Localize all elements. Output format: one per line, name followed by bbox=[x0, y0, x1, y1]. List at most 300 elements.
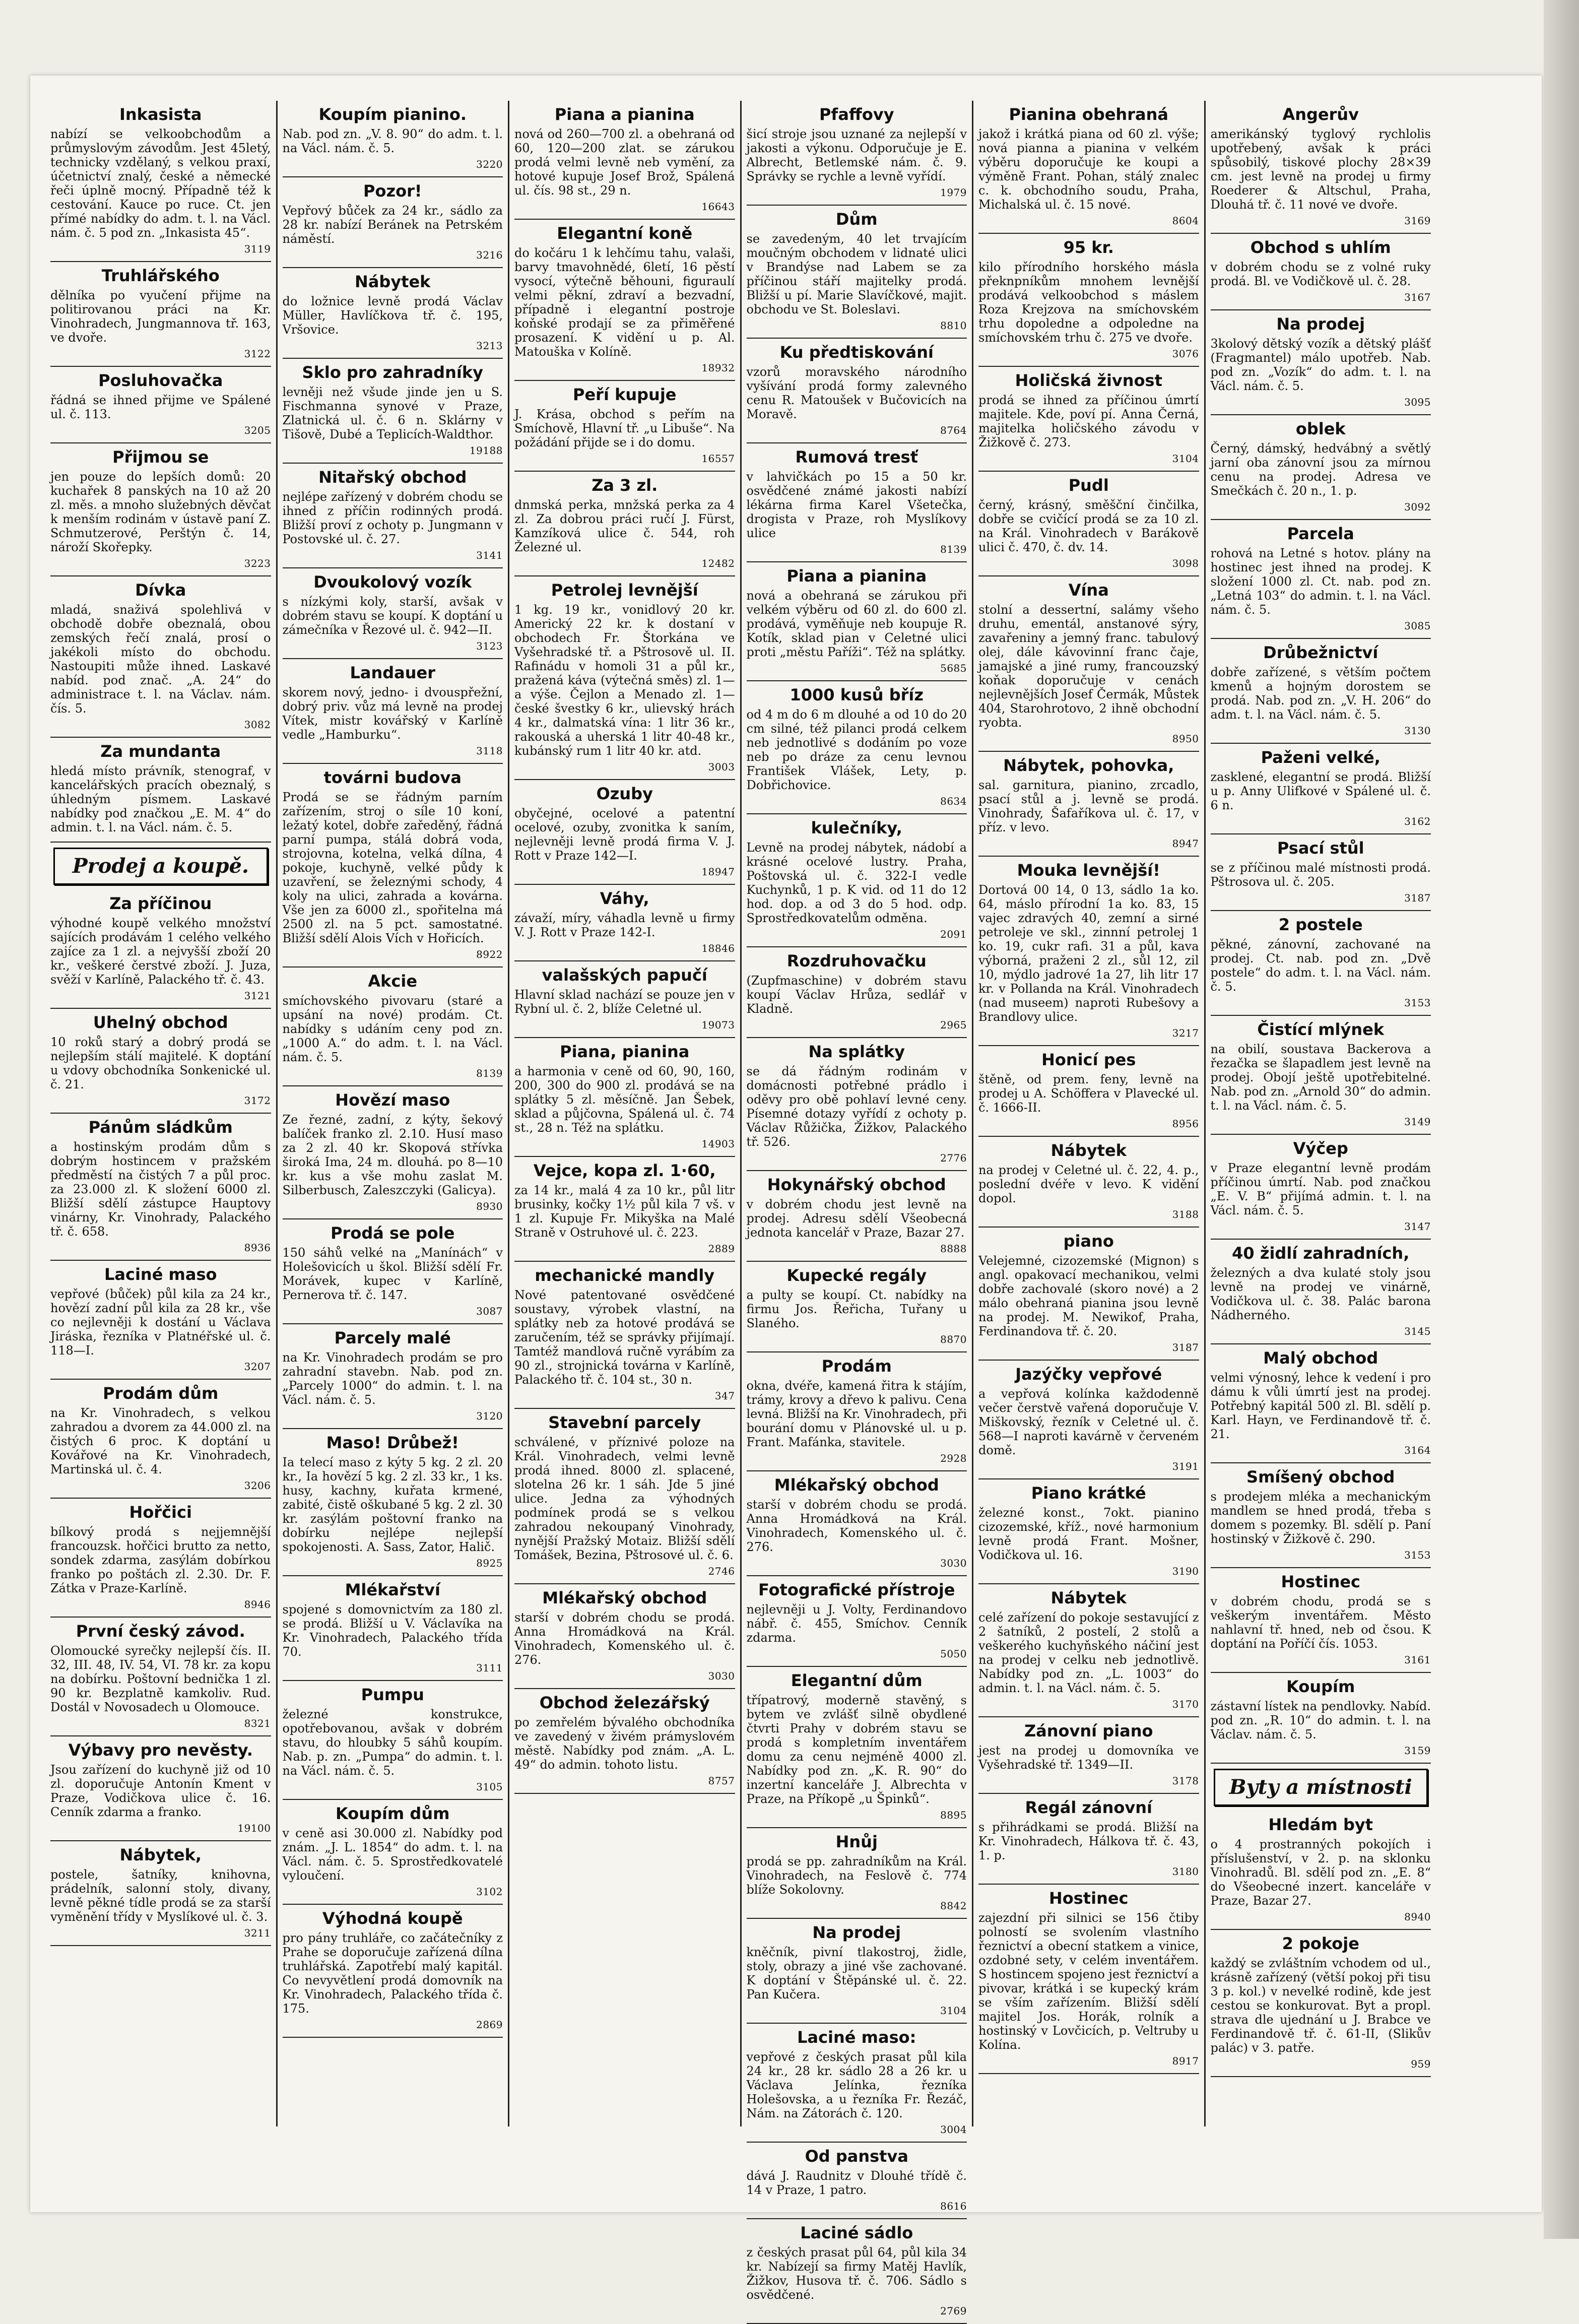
ad bbox=[514, 576, 735, 780]
ad-number: 8810 bbox=[940, 319, 967, 332]
ad-number: 3121 bbox=[244, 990, 271, 1002]
ad bbox=[1211, 1930, 1431, 2077]
ad-body: dnmská perka, mnžská perka za 4 zl. Za dobrou práci ručí J. Fürst, Kamzíková ulice č. 544, roh Železné ul. bbox=[514, 498, 735, 554]
ad-number: 3130 bbox=[1404, 725, 1431, 737]
ad-number: 8616 bbox=[940, 2200, 967, 2212]
ad-title: piano bbox=[1063, 1232, 1114, 1251]
ad-body: 3kolový dětský vozík a dětský plášť (Fragmantel) málo upotřeb. Nab. pod zn. „Vozík“ do adm. t. l. na Václ. nám. č. 5. bbox=[1210, 337, 1431, 393]
ad-number: 3082 bbox=[244, 719, 271, 731]
ad bbox=[514, 1157, 735, 1262]
ad-body: sal. garnitura, pianino, zrcadlo, psací stůl a j. levně se prodá. Vinohrady, Šafaříkova ul. č. 17, v příz. v levo. bbox=[978, 778, 1199, 834]
ad bbox=[978, 1361, 1199, 1479]
ad-number: 3122 bbox=[244, 348, 271, 360]
ad bbox=[1211, 1344, 1431, 1463]
ad-body: štěně, od prem. feny, levně na prodej u A. Schöffera v Plavecké ul. č. 1666-II. bbox=[978, 1072, 1199, 1115]
ad-body: nová a obehraná se zárukou při velkém výběru od 60 zl. do 600 zl. prodává, vyměňuje neb koupuje R. Kotík, sklad pian v Celetné ulici proti „městu Paříži“. Též na splátky. bbox=[746, 589, 967, 659]
ad-title: Maso! Drůbež! bbox=[326, 1433, 459, 1452]
column-2 bbox=[278, 101, 510, 2126]
ad-number: 8917 bbox=[1172, 2055, 1199, 2067]
ad-title: Petrolej levnější bbox=[551, 580, 698, 600]
ad bbox=[283, 1800, 503, 1905]
ad-number: 3030 bbox=[708, 1670, 735, 1682]
ad-title: Nábytek, bbox=[119, 1845, 202, 1864]
ad-title: Pfaffovy bbox=[819, 105, 894, 124]
ad-body: v lahvičkách po 15 a 50 kr. osvědčené známé jakosti nabízí lékárna firma Karel Všetečka, drogista v Praze, roh Myslíkovy ulice bbox=[746, 470, 967, 540]
ad-body: Nab. pod zn. „V. 8. 90“ do adm. t. l. na Václ. nám. č. 5. bbox=[282, 127, 503, 155]
ad-body: jakož i krátká piana od 60 zl. výše; nová pianna a pianina v velkém výběru doporučuje ke koupi a výměně Frant. Pohan, stálý znalec c. k. obchodního soudu, Praha, Michalská ul. č. 15 nové. bbox=[978, 127, 1199, 212]
ad-body: železných a dva kulaté stoly jsou levně na prodej ve vinárně, Vodičkova ul. č. 38. Palác barona Nádherného. bbox=[1210, 1266, 1431, 1322]
ad bbox=[747, 2143, 967, 2219]
ad-title: Nábytek, pohovka, bbox=[1003, 756, 1174, 775]
ad bbox=[978, 1885, 1199, 2074]
ad-number: 8842 bbox=[940, 1900, 967, 1912]
ad-title: Pumpu bbox=[361, 1685, 424, 1704]
ad-title: Sklo pro zahradníky bbox=[302, 363, 483, 382]
ad-number: 8930 bbox=[476, 1200, 503, 1212]
ad-body: Olomoucké syrečky nejlepší čís. II. 32, III. 48, IV. 54, VI. 78 kr. za kopu na dobírku. Poštovní bednička 1 zl. 90 kr. Bezplatně kamkoliv. Rud. Dostál v Novosadech u Olomouce. bbox=[50, 1644, 271, 1714]
ad-body: od 4 m do 6 m dlouhé a od 10 do 20 cm silné, též pilanci prodá celkem neb jednotlivé s dodáním po voze neb po dráze za cenu levnou František Vlášek, Lety, p. Dobřichovice. bbox=[746, 707, 967, 792]
ad bbox=[747, 1038, 967, 1171]
ad-number: 2776 bbox=[940, 1152, 967, 1164]
ad-title: Dům bbox=[835, 210, 878, 229]
ad-number: 3111 bbox=[476, 1662, 503, 1674]
ad-body: smíchovského pivovaru (staré a upsání na nové) prodám. Ct. nabídky s udáním ceny pod zn. „1000 A.“ do adm. t. l. na Václ. nám. č. 5. bbox=[282, 994, 503, 1064]
ad bbox=[747, 562, 967, 681]
ad-title: Malý obchod bbox=[1263, 1348, 1378, 1368]
ad-title: Prodá se pole bbox=[331, 1223, 455, 1243]
ad bbox=[283, 359, 503, 464]
ad bbox=[978, 1137, 1199, 1228]
ad-title: Od panstva bbox=[805, 2147, 908, 2166]
ad-title: Ozuby bbox=[596, 784, 653, 803]
ad-number: 19073 bbox=[701, 1019, 735, 1031]
ad-body: prodá se pp. zahradníkům na Král. Vinohradech, na Feslově č. 774 blíže Sokolovny. bbox=[746, 1854, 967, 1897]
ad bbox=[1211, 234, 1431, 310]
ad-body: zástavní lístek na pendlovky. Nabíd. pod zn. „R. 10“ do admin. t. l. na Václav. nám. č. 5. bbox=[1210, 1699, 1431, 1741]
ad-title: Parcela bbox=[1287, 524, 1354, 543]
ad-body: stolní a dessertní, salámy všeho druhu, ementál, anstanové sýry, zavařeniny a jemný franc. tabulový olej, dále kávovinní franc čaje, jamajské a jiné rumy, francouzský koňak doporučuje v cenách nejlevnějších Josef Čermák, Můstek 404, Starohrotovo, 2 ihně obchodní ryobta. bbox=[978, 603, 1199, 730]
ad-body: a pulty se koupí. Ct. nabídky na firmu Jos. Řeřicha, Tuřany u Slaného. bbox=[746, 1288, 967, 1330]
ad-number: 3167 bbox=[1404, 291, 1431, 303]
column-6 bbox=[1206, 101, 1436, 2126]
ad-title: Na prodej bbox=[812, 1923, 901, 1942]
ad bbox=[50, 443, 271, 576]
ad-title: Kupecké regály bbox=[786, 1266, 927, 1285]
ad-title: Hokynářský obchod bbox=[767, 1175, 946, 1194]
ad-title: Hořčici bbox=[129, 1503, 192, 1522]
ad bbox=[50, 738, 271, 843]
ad-body: s nízkými koly, starší, avšak v dobrém stavu se koupí. K doptání u zámečníka v Řezové ul. č. 942—II. bbox=[282, 595, 503, 637]
ad-number: 3104 bbox=[940, 2005, 967, 2017]
ad bbox=[1211, 310, 1431, 415]
ad bbox=[1211, 101, 1431, 234]
ad bbox=[283, 464, 503, 568]
ad-number: 2869 bbox=[476, 2019, 503, 2031]
ad-number: 14903 bbox=[701, 1138, 735, 1150]
ad bbox=[978, 1794, 1199, 1885]
ad-title: Za mundanta bbox=[100, 742, 221, 761]
ad-title: Vína bbox=[1068, 580, 1109, 600]
section-heading-prodej-a-koupe: Prodej a koupě. bbox=[53, 848, 268, 885]
ad bbox=[1211, 639, 1431, 744]
page-edge bbox=[1544, 0, 1579, 2239]
ad-number: 3145 bbox=[1404, 1325, 1431, 1337]
ad-body: s přihrádkami se prodá. Bližší na Kr. Vinohradech, Hálkova tř. č. 43, 1. p. bbox=[978, 1820, 1199, 1862]
ad-number: 3178 bbox=[1172, 1775, 1199, 1787]
ad-number: 3190 bbox=[1172, 1565, 1199, 1577]
ad-body: bílkový prodá s nejjemnější francouzsk. hořčici brutto za netto, sondek zdarma, zasýlám dobírkou franko po poštách zl. 2.30. Dr. F. Zátka v Praze-Karlíně. bbox=[50, 1525, 271, 1595]
column-3 bbox=[509, 101, 742, 2126]
ad-number: 2769 bbox=[940, 2305, 967, 2317]
ad-body: na Kr. Vinohradech, s velkou zahradou a dvorem za 44.000 zl. na čistých 6 proc. K doptání u Kovářové na Kr. Vinohradech, Martinská ul. č. 4. bbox=[50, 1406, 271, 1476]
ad-number: 3105 bbox=[476, 1781, 503, 1793]
ad-number: 3102 bbox=[476, 1886, 503, 1898]
ad-title: Prodám dům bbox=[103, 1384, 219, 1403]
ad-body: Vepřový bůček za 24 kr., sádlo za 28 kr. nabízí Beránek na Petrském náměstí. bbox=[282, 204, 503, 246]
ad-title: Elegantní koně bbox=[557, 224, 693, 243]
ad bbox=[978, 1228, 1199, 1361]
ad-title: Peří kupuje bbox=[573, 385, 677, 404]
ad-number: 3003 bbox=[708, 761, 735, 773]
ad bbox=[283, 764, 503, 967]
ad-title: valašských papučí bbox=[542, 965, 707, 985]
ad bbox=[1211, 1240, 1431, 1344]
ad bbox=[514, 1689, 735, 1794]
ad-body: a hostinským prodám dům s dobrým hostincem v pražském předměstí na čistých 7 a půl proc. za 23.000 zl. K složení 6000 zl. Bližší sdělí zástupce Hauptovy vinárny, Kr. Vinohrady, Palackého tř. č. 658. bbox=[50, 1140, 271, 1239]
ad-title: Prodám bbox=[821, 1357, 892, 1376]
ad-number: 16557 bbox=[701, 453, 735, 465]
ad bbox=[978, 752, 1199, 857]
ad bbox=[283, 1219, 503, 1324]
ad-number: 3092 bbox=[1404, 501, 1431, 513]
ad bbox=[283, 101, 503, 177]
ad-number: 1979 bbox=[940, 186, 967, 199]
ad-body: železné konst., 7okt. pianino cizozemské, kříž., nové harmonium levně prodá Frant. Mošner, Vodičkova ul. 16. bbox=[978, 1506, 1199, 1562]
ad bbox=[747, 101, 967, 206]
ad-title: Pozor! bbox=[363, 181, 422, 201]
ad-number: 12482 bbox=[701, 557, 735, 569]
ad-body: Nové patentované osvědčené soustavy, výrobek vlastní, na splátky neb za hotové prodává se zaručením, též se správky přijímají. Tamtéž mandlová ručně vyrábím za 90 zl., strojnická továrna v Karlíně, Palackého tř. č. 104 st., 30 n. bbox=[514, 1288, 735, 1387]
ad bbox=[283, 659, 503, 764]
ad-number: 5050 bbox=[940, 1648, 967, 1660]
ad-number: 2965 bbox=[940, 1019, 967, 1031]
ad bbox=[1211, 1016, 1431, 1135]
ad bbox=[747, 1171, 967, 1262]
ad-number: 2889 bbox=[708, 1243, 735, 1255]
ad-body: 1 kg. 19 kr., vonidlový 20 kr. Americký 22 kr. k dostaní v obchodech Fr. Štorkána ve Vyšehradské tř. a Pštrosově ul. II. Rafinádu v homoli 31 a půl kr., pražená káva (výtečná směs) zl. 1— a výše. Čejlon a Menado zl. 1— české švestky 6 kr., ulievský hrách 4 kr., dalmatská vína: 1 litr 36 kr., rakouská a uherská 1 litr 40-48 kr., kubánský rum 1 litr 40 kr. atd. bbox=[514, 603, 735, 758]
ad-number: 3098 bbox=[1172, 557, 1199, 569]
ad-title: 40 židlí zahradních, bbox=[1232, 1244, 1410, 1263]
ad-number: 3119 bbox=[244, 243, 271, 255]
ad bbox=[1211, 834, 1431, 911]
ad-number: 3095 bbox=[1404, 396, 1431, 408]
ad bbox=[283, 1905, 503, 2038]
ad-number: 3213 bbox=[476, 340, 503, 352]
ad-body: pro pány truhláře, co začátečníky z Prahe se doporučuje zařízená dílna truhlářská. Zapotřebí malý kapitál. Co nevyvětlení prodá domovník na Kr. Vinohradech, Palackého třída č. 175. bbox=[282, 1931, 503, 2016]
ad-title: Výbavy pro nevěsty. bbox=[68, 1740, 253, 1760]
ad-number: 8634 bbox=[940, 795, 967, 807]
ad bbox=[1211, 1135, 1431, 1240]
ad-number: 3149 bbox=[1404, 1116, 1431, 1128]
ad-number: 3159 bbox=[1404, 1745, 1431, 1757]
ad-number: 3188 bbox=[1172, 1208, 1199, 1220]
ad-title: 1000 kusů bříz bbox=[790, 685, 924, 704]
ad-body: dělníka po vyučení přijme na politirovanou práci na Kr. Vinohradech, Jungmannova tř. 163, ve dvoře. bbox=[50, 288, 271, 345]
ad bbox=[978, 234, 1199, 367]
ad-number: 3104 bbox=[1172, 453, 1199, 465]
ad bbox=[283, 1429, 503, 1576]
ad-body: (Zupfmaschine) v dobrém stavu koupí Václav Hrůza, sedlář v Kladně. bbox=[746, 974, 967, 1016]
ad bbox=[747, 1828, 967, 1919]
ad bbox=[50, 1841, 271, 1946]
ad-title: Pánům sládkům bbox=[88, 1118, 233, 1137]
ad bbox=[747, 1919, 967, 2024]
ad-body: se dá řádným rodinám v domácnosti potřebné prádlo i oděvy pro obě pohlaví levné ceny. Písemné dotazy vyřídí z ochoty p. Václav Růžička, Žižkov, Palackého tř. 526. bbox=[746, 1064, 967, 1149]
ad-body: kněčník, pivní tlakostroj, židle, stoly, obrazy a jiné vše zachované. K doptání v Štěpánské ul. č. 22. Pan Kučera. bbox=[746, 1945, 967, 2002]
ad-title: Obchod železářský bbox=[539, 1693, 710, 1712]
ad bbox=[50, 1618, 271, 1736]
ad-number: 16643 bbox=[701, 201, 735, 213]
ad-body: postele, šatníky, knihovna, prádelník, salonní stoly, divany, levně pěkné tídle prodá se za starší vyměnění třídy v Myslíkové ul. č. 3. bbox=[50, 1867, 271, 1924]
ad bbox=[747, 2219, 967, 2324]
ad-title: Dvoukolový vozík bbox=[313, 572, 472, 592]
ad-title: Drůbežnictví bbox=[1263, 643, 1378, 662]
ad-title: Pudl bbox=[1068, 476, 1109, 495]
ad bbox=[1211, 1811, 1431, 1930]
ad-title: Čistící mlýnek bbox=[1257, 1020, 1385, 1039]
ad-number: 8321 bbox=[244, 1717, 271, 1729]
ad-number: 3172 bbox=[244, 1094, 271, 1107]
ad bbox=[50, 101, 271, 262]
ad-body: železné konstrukce, opotřebovanou, avšak v dobrém stavu, do hloubky 5 sáhů koupím. Nab. p. zn. „Pumpa“ do admin. t. l. na Václ. nám. č. 5. bbox=[282, 1707, 503, 1778]
ad bbox=[747, 1667, 967, 1828]
ad bbox=[747, 814, 967, 947]
ad-title: továrni budova bbox=[323, 768, 462, 787]
ad-number: 2928 bbox=[940, 1452, 967, 1464]
ad-body: 10 roků starý a dobrý prodá se nejlepším stálí majitelé. K doptání u vdovy obchodníka Sonkenické ul. č. 21. bbox=[50, 1035, 271, 1091]
ad-body: starší v dobrém chodu se prodá. Anna Hromádková na Král. Vinohradech, Komenského ul. č. 276. bbox=[746, 1498, 967, 1554]
ad-number: 8895 bbox=[940, 1809, 967, 1821]
ad bbox=[747, 1262, 967, 1352]
ad-title: Honicí pes bbox=[1041, 1050, 1136, 1069]
ad-number: 8940 bbox=[1404, 1911, 1431, 1923]
ad bbox=[1211, 1568, 1431, 1673]
ad-number: 8604 bbox=[1172, 215, 1199, 227]
ad-body: Dortová 00 14, 0 13, sádlo 1a ko. 64, máslo přírodní 1a ko. 83, 15 vajec zdravých 40, zemní a sirné petroleje ve skl., zinnní petrolej 1 ko. 19, cukr rafi. 31 a půl, kava výborná, praženi 2 zl., sůl 12, zil 10, mýdlo jadrové 1a 27, lih litr 17 kr. v Pollanda na Král. Vinohradech (nad museem) naproti Rubešovy a Brandlovy ulice. bbox=[978, 883, 1199, 1024]
ad bbox=[283, 1086, 503, 1219]
ad-body: nová od 260—700 zl. a obehraná od 60, 120—200 zlat. se zárukou prodá velmi levně neb vymění, za hotové kupuje Josef Brož, Spálená ul. čís. 98 st., 29 n. bbox=[514, 127, 735, 198]
ad-body: Ze řezné, zadní, z kýty, šekový balíček franko zl. 2.10. Husí maso za 2 zl. 40 kr. Skopová střívka široká Ima, 24 m. dlouhá. po 8—10 kr. kus a vše mohu zaslat M. Silberbusch, Zaleszczyki (Galicya). bbox=[282, 1113, 503, 1197]
classified-columns bbox=[45, 101, 1436, 2317]
ad-body: obyčejné, ocelové a patentní ocelové, ozuby, zvonitka k saním, nejlevněji levně prodá firma V. J. Rott v Praze 142—I. bbox=[514, 806, 735, 863]
ad bbox=[747, 1352, 967, 1471]
column-5 bbox=[973, 101, 1206, 2126]
ad-number: 3153 bbox=[1404, 1549, 1431, 1561]
ad-number: 3118 bbox=[476, 745, 503, 757]
ad-body: Velejemné, cizozemské (Mignon) s angl. opakovací mechanikou, velmi dobře zachovalé (skoro nové) a 2 málo obehraná pianina jsou levně na prodej. M. Newikof, Praha, Ferdinandova tř. č. 20. bbox=[978, 1254, 1199, 1338]
ad-body: na Kr. Vinohradech prodám se pro zahradní stavebn. Nab. pod zn. „Parcely 1000“ do admin. t. l. na Václ. nám. č. 5. bbox=[282, 1350, 503, 1407]
ad bbox=[978, 1479, 1199, 1584]
ad-title: Nábytek bbox=[355, 272, 431, 291]
ad bbox=[1211, 415, 1431, 520]
ad-number: 3211 bbox=[244, 1927, 271, 1939]
ad-number: 3187 bbox=[1404, 892, 1431, 904]
ad-body: závaží, míry, váhadla levně u firmy V. J. Rott v Praze 142-I. bbox=[514, 911, 735, 939]
ad-number: 3162 bbox=[1404, 815, 1431, 827]
ad-number: 8888 bbox=[940, 1243, 967, 1255]
ad-title: Truhlářského bbox=[101, 266, 220, 285]
ad-number: 8925 bbox=[476, 1557, 503, 1569]
ad bbox=[1211, 744, 1431, 834]
ad-body: z českých prasat půl 64, půl kila 34 kr. Nabízejí sa firmy Matěj Havlík, Žižkov, Husova tř. č. 706. Sádlo s osvědčené. bbox=[746, 2245, 967, 2302]
ad-title: Piana a pianina bbox=[554, 105, 695, 124]
section-heading-byty-a-mistnosti: Byty a místnosti bbox=[1214, 1769, 1428, 1806]
ad-body: nejlevněji u J. Volty, Ferdinandovo nábř. č. 455, Smíchov. Cenník zdarma. bbox=[746, 1602, 967, 1645]
ad-title: Regál zánovní bbox=[1025, 1798, 1153, 1817]
ad-title: Holičská živnost bbox=[1015, 371, 1162, 390]
ad-title: Váhy, bbox=[600, 889, 649, 908]
ad bbox=[978, 367, 1199, 472]
ad-number: 3147 bbox=[1404, 1220, 1431, 1233]
ad-number: 959 bbox=[1411, 2058, 1431, 2070]
ad-number: 3187 bbox=[1172, 1341, 1199, 1353]
ad bbox=[50, 576, 271, 738]
ad bbox=[514, 1038, 735, 1157]
ad bbox=[50, 1736, 271, 1841]
ad-title: 95 kr. bbox=[1063, 238, 1114, 257]
ad-body: šicí stroje jsou uznané za nejlepší v jakosti a výkonu. Odporučuje je E. Albrecht, Betlemské nám. č. 9. Správky se rychle a levně vyřídí. bbox=[746, 127, 967, 183]
ad-body: v ceně asi 30.000 zl. Nabídky pod znám. „J. L. 1854“ do adm. t. l. na Václ. nám. č. 5. Sprostředkovatelé vyloučení. bbox=[282, 1826, 503, 1883]
ad-body: zajezdní při silnici se 156 čtiby polností se svolením vlastního řeznictví a obecní statkem a vinice, ozdobné sety, v celém inventářem. S hostincem spojeno jest řeznictví a pivovar, krátká i se kupecký krám se vším zařízením. Bližší sdělí majitel Jos. Horák, rolník a hostinský v Lovčicích, p. Veltruby u Kolína. bbox=[978, 1911, 1199, 2052]
ad bbox=[50, 1114, 271, 1261]
ad-number: 5685 bbox=[940, 662, 967, 674]
ad-number: 3223 bbox=[244, 557, 271, 569]
ad-title: Na prodej bbox=[1276, 314, 1365, 334]
ad-number: 3076 bbox=[1172, 348, 1199, 360]
ad-title: Mouka levnější! bbox=[1017, 861, 1160, 880]
ad-title: Hledám byt bbox=[1268, 1815, 1373, 1834]
ad-number: 3004 bbox=[940, 2123, 967, 2136]
ad-body: vzorů moravského národního vyšívání prodá formy zalevného cenu R. Matoušek v Bučovicích na Moravě. bbox=[746, 365, 967, 421]
ad-body: výhodné koupě velkého množství sajících prodávám 1 celého velkého zajíce za 1 zl. a nejvyšší zboží 20 kr., veškeré čerstvé zboží. J. Juza, svěží v Karlíně, Palackého tř. č. 43. bbox=[50, 916, 271, 987]
ad bbox=[514, 101, 735, 220]
ad bbox=[283, 268, 503, 359]
ad-title: Uhelný obchod bbox=[93, 1013, 228, 1032]
ad-title: Výhodná koupě bbox=[322, 1909, 463, 1928]
ad-body: zasklené, elegantní se prodá. Bližší u p. Anny Ulifkové v Spálené ul. č. 6 n. bbox=[1210, 770, 1431, 812]
ad-number: 8764 bbox=[940, 424, 967, 436]
ad-body: spojené s domovnictvím za 180 zl. se prodá. Bližší u V. Václavíka na Kr. Vinohradech, Palackého třída 70. bbox=[282, 1602, 503, 1659]
ad-title: Psací stůl bbox=[1277, 838, 1364, 858]
ad-body: v dobrém chodu jest levně na prodej. Adresu sdělí Všeobecná jednota kancelář v Praze, Bazar 27. bbox=[746, 1197, 967, 1240]
ad bbox=[50, 1499, 271, 1618]
ad-number: 8757 bbox=[708, 1775, 735, 1787]
ad-body: J. Krása, obchod s peřím na Smíchově, Hlavní tř. „u Libuše“. Na požádání přijde se i do domu. bbox=[514, 407, 735, 449]
ad-body: a vepřová kolínka každodenně večer čerstvě vařená doporučuje V. Miškovský, řezník v Celetné ul. č. 568—I naproti kavárně v červeném domě. bbox=[978, 1387, 1199, 1457]
ad bbox=[978, 1046, 1199, 1137]
ad-body: levněji než všude jinde jen u S. Fischmanna synové v Praze, Zlatnická ul. č. 6 n. Sklárny v Tišově, Dubé a Teplicích-Waldthor. bbox=[282, 385, 503, 441]
ad-body: po zemřelém bývalého obchodníka ve zavedený v živém prámyslovém městě. Nabídky pod znám. „A. L. 49“ do admin. tohoto listu. bbox=[514, 1715, 735, 1772]
ad-body: celé zařízení do pokoje sestavující z 2 šatníků, 2 postelí, 2 stolů a veškerého kuchyňského náčiní jest na prodej v celku neb jednotlivě. Nabídky pod zn. „L. 1003“ do admin. t. l. na Václ. nám. č. 5. bbox=[978, 1610, 1199, 1695]
ad-number: 8870 bbox=[940, 1333, 967, 1345]
ad-title: Dívka bbox=[135, 580, 186, 600]
ad-title: Hostinec bbox=[1048, 1889, 1129, 1908]
ad-body: v Praze elegantní levně prodám příčinou úmrtí. Nab. pod značkou „E. V. B“ přijímá admin. t. l. na Václ. nám. č. 5. bbox=[1210, 1161, 1431, 1217]
ad bbox=[514, 885, 735, 961]
ad bbox=[514, 472, 735, 576]
ad bbox=[514, 961, 735, 1038]
ad-title: Na splátky bbox=[808, 1042, 905, 1061]
column-1 bbox=[45, 101, 278, 2126]
ad-number: 2091 bbox=[940, 928, 967, 940]
ad-number: 3180 bbox=[1172, 1865, 1199, 1878]
ad-number: 8936 bbox=[244, 1242, 271, 1254]
ad-title: Laciné maso bbox=[104, 1265, 217, 1284]
ad-body: prodá se ihned za příčinou úmrtí majitele. Kde, poví pí. Anna Černá, majitelka holičského závodu v Žižkově č. 273. bbox=[978, 393, 1199, 449]
ad bbox=[978, 472, 1199, 576]
ad-body: Černý, dámský, hedvábný a světlý jarní oba zánovní jsou za mírnou cenu na prodej. Adresa ve Smečkách č. 20 n., 1. p. bbox=[1210, 441, 1431, 498]
ad-number: 19100 bbox=[237, 1822, 271, 1834]
ad-title: Angerův bbox=[1282, 105, 1359, 124]
ad-body: každý se zvláštním vchodem od ul., krásně zařízený (větší pokoj při tisu 3 p. kol.) v nevelké rodině, kde jest cestou se konkurovat. Byt a propl. strava dle ujednání u J. Brabce ve Ferdinandově tř. č. 61-II, (Slikův palác) v 3. patře. bbox=[1210, 1956, 1431, 2055]
ad bbox=[978, 857, 1199, 1046]
ad-body: Jsou zařízení do kuchyně již od 10 zl. doporučuje Antonín Kment v Praze, Vodičkova ulice č. 16. Cenník zdarma a franko. bbox=[50, 1763, 271, 1819]
ad-number: 3216 bbox=[476, 249, 503, 261]
ad-body: se zavedeným, 40 let trvajícím moučným obchodem v lidnaté ulici v Brandýse nad Labem se za příčinou stáří majitelky prodá. Bližší u pí. Marie Slavíčkové, majit. obchodu ve St. Boleslavi. bbox=[746, 232, 967, 316]
ad bbox=[747, 947, 967, 1038]
ad-body: kilo přírodního horského másla překnpníkům mnohem levnější prodává velkoobchod s máslem Roza Krejzova na smíchovském trhu dopoledne a odpoledne na smíchovském trhu č. 275 ve dvoře. bbox=[978, 260, 1199, 345]
ad-body: na prodej v Celetné ul. č. 22, 4. p., poslední dvéře v levo. K vidění dopol. bbox=[978, 1163, 1199, 1205]
ad bbox=[50, 890, 271, 1009]
ad-body: se z příčinou malé místnosti prodá. Pštrosova ul. č. 205. bbox=[1210, 861, 1431, 889]
ad-body: starší v dobrém chodu se prodá. Anna Hromádková na Král. Vinohradech, Komenského ul. č. 276. bbox=[514, 1610, 735, 1667]
ad bbox=[50, 1009, 271, 1114]
ad-number: 3217 bbox=[1172, 1027, 1199, 1039]
ad-number: 347 bbox=[714, 1390, 735, 1402]
ad-number: 8947 bbox=[1172, 837, 1199, 850]
ad-body: v dobrém chodu se z volné ruky prodá. Bl. ve Vodičkově ul. č. 28. bbox=[1210, 260, 1431, 288]
ad bbox=[1211, 911, 1431, 1016]
ad-body: mladá, snaživá spolehlivá v obchodě dobře obeznalá, obou zemských řečí znalá, prosí o jakékoli místo do obchodu. Nastoupiti může ihned. Laskavé nabíd. pod znač. „A. 24“ do administrace t. l. na Václav. nám. čís. 5. bbox=[50, 603, 271, 716]
ad-title: Landauer bbox=[350, 663, 436, 682]
ad-body: nabízí se velkoobchodům a průmyslovým závodům. Jest 45letý, technicky vzdělaný, s velkou praxí, účetnictví znalý, české a německé řeči úplně mocný. Případně též k cestování. Kauce po ruce. Ct. jen přímé nabídky do adm. t. l. na Václ. nám. č. 5 pod zn. „Inkasista 45“. bbox=[50, 127, 271, 240]
ad-body: vepřové z českých prasat půl kila 24 kr., 28 kr. sádlo 28 a 26 kr. u Václava Jelínka, řezníka Holešovska, a u řezníka Fr. Řezáč, Nám. na Zátorách č. 120. bbox=[746, 2050, 967, 2120]
ad bbox=[1211, 1673, 1431, 1764]
ad-number: 8950 bbox=[1172, 733, 1199, 745]
ad-body: rohová na Letné s hotov. plány na hostinec jest ihned na prodej. K složení 1000 zl. Ct. nab. pod zn. „Letná 103“ do admin. t. l. na Václ. nám. č. 5. bbox=[1210, 546, 1431, 617]
ad bbox=[283, 177, 503, 268]
ad-body: velmi výnosný, lehce k vedení i pro dámu k vůli úmrtí jest na prodej. Potřebný kapitál 500 zl. Bl. sdělí p. Karl. Hayn, ve Ferdinandově tř. č. 21. bbox=[1210, 1371, 1431, 1441]
ad-number: 3191 bbox=[1172, 1460, 1199, 1472]
ad-number: 8139 bbox=[476, 1067, 503, 1079]
ad bbox=[747, 206, 967, 339]
ad-title: Nábytek bbox=[1050, 1588, 1127, 1607]
ad bbox=[514, 381, 735, 472]
ad bbox=[514, 1262, 735, 1409]
ad-title: Koupím dům bbox=[336, 1804, 450, 1823]
ad-title: Hnůj bbox=[835, 1832, 878, 1851]
ad bbox=[747, 1576, 967, 1667]
ad bbox=[1211, 1463, 1431, 1568]
ad-body: do kočáru 1 k lehčímu tahu, valaši, barvy tmavohnědé, 6letí, 16 pěstí vysocí, výtečně běhouni, figuraulí velmi pěkní, zdraví a bezvadní, případně i elegantní postroje koňské prodají se za přiměřené prosazení. K vidění u p. Al. Matouška v Kolíně. bbox=[514, 246, 735, 359]
ad-title: Nábytek bbox=[1050, 1141, 1127, 1160]
ad bbox=[50, 1380, 271, 1499]
ad bbox=[514, 220, 735, 381]
ad-title: Akcie bbox=[368, 972, 418, 991]
ad-number: 3164 bbox=[1404, 1444, 1431, 1456]
ad-number: 2746 bbox=[708, 1565, 735, 1577]
ad bbox=[747, 2024, 967, 2143]
